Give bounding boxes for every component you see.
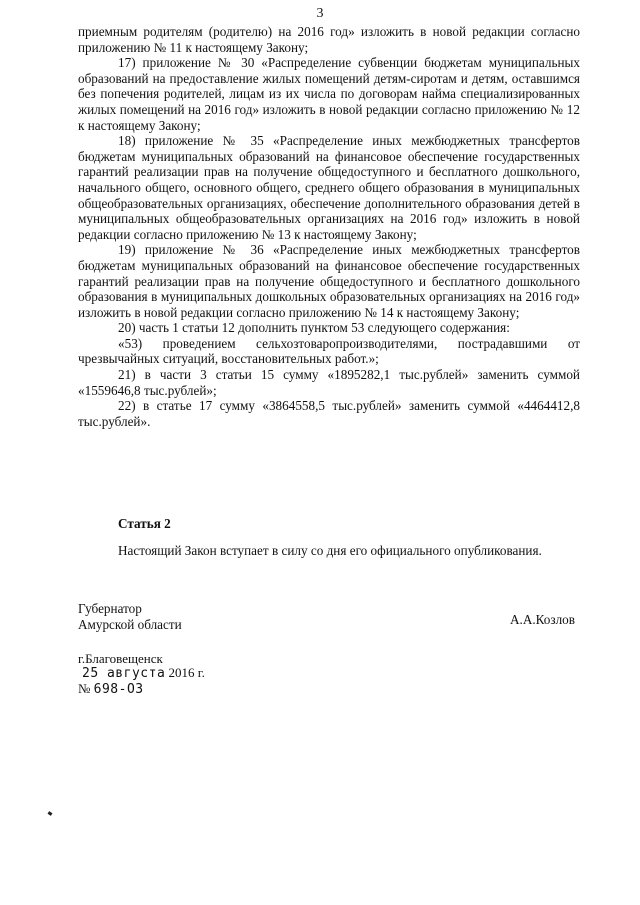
place-city: г.Благовещенск [78, 651, 163, 666]
paragraph-item-22: 22) в статье 17 сумму «3864558,5 тыс.рублей» заменить суммой «4464412,8 тыс.рублей». [78, 398, 580, 429]
scan-mark [48, 811, 53, 816]
paragraph-item-19: 19) приложение № 36 «Распределение иных межбюджетных трансфертов бюджетам муниципальных образований на финансовое обеспечение государственных гарантий реализации прав на получение общедоступного и бесплатного дошкольного образования в муниципальных дошкольных образовательных организациях на 2016 год» изложить в новой редакции согласно приложению № 14 к настоящему Закону; [78, 242, 580, 320]
paragraph-continuation: приемным родителям (родителю) на 2016 год» изложить в новой редакции согласно приложению № 11 к настоящему Закону; [78, 24, 580, 55]
article-heading: Статья 2 [118, 516, 171, 531]
paragraph-item-17: 17) приложение № 30 «Распределение субвенции бюджетам муниципальных образований на предоставление жилых помещений детям-сиротам и детям, оставшимся без попечения родителей, лицам из их числа по договорам найма специализированных жилых помещений на 2016 год» изложить в новой редакции согласно приложению № 12 к настоящему Закону; [78, 55, 580, 133]
date-line [82, 665, 205, 681]
signature-name: А.А.Козлов [510, 612, 575, 627]
number-stamp: 698-ОЗ [93, 682, 144, 697]
signature-title-line2: Амурской области [78, 616, 182, 632]
date-year: 2016 г. [168, 665, 205, 680]
number-sign: № [78, 681, 91, 696]
date-stamp: 25 августа [82, 666, 166, 681]
paragraph-item-20: 20) часть 1 статьи 12 дополнить пунктом 53 следующего содержания: [118, 320, 510, 336]
number-line [78, 681, 144, 697]
enactment-clause: Настоящий Закон вступает в силу со дня его официального опубликования. [118, 543, 542, 558]
paragraph-item-53: «53) проведением сельхозтоваропроизводителями, пострадавшими от чрезвычайных ситуаций, восстановительных работ.»; [78, 335, 580, 367]
page-number: 3 [316, 6, 324, 21]
paragraph-item-18: 18) приложение № 35 «Распределение иных межбюджетных трансфертов бюджетам муниципальных образований на финансовое обеспечение государственных гарантий реализации прав на получение общедоступного и бесплатного дошкольного, начального общего, основного общего, среднего общего образования в муниципальных общеобразовательных организациях, обеспечение дополнительного образования детей в муниципальных общеобразовательных организациях на 2016 год» изложить в новой редакции согласно приложению № 13 к настоящему Закону; [78, 133, 580, 242]
signature-title-line1: Губернатор [78, 601, 142, 616]
signature-title [78, 601, 182, 632]
document-body [78, 24, 580, 429]
paragraph-item-21: 21) в части 3 статьи 15 сумму «1895282,1 тыс.рублей» заменить суммой «1559646,8 тыс.рублей»; [78, 367, 580, 398]
